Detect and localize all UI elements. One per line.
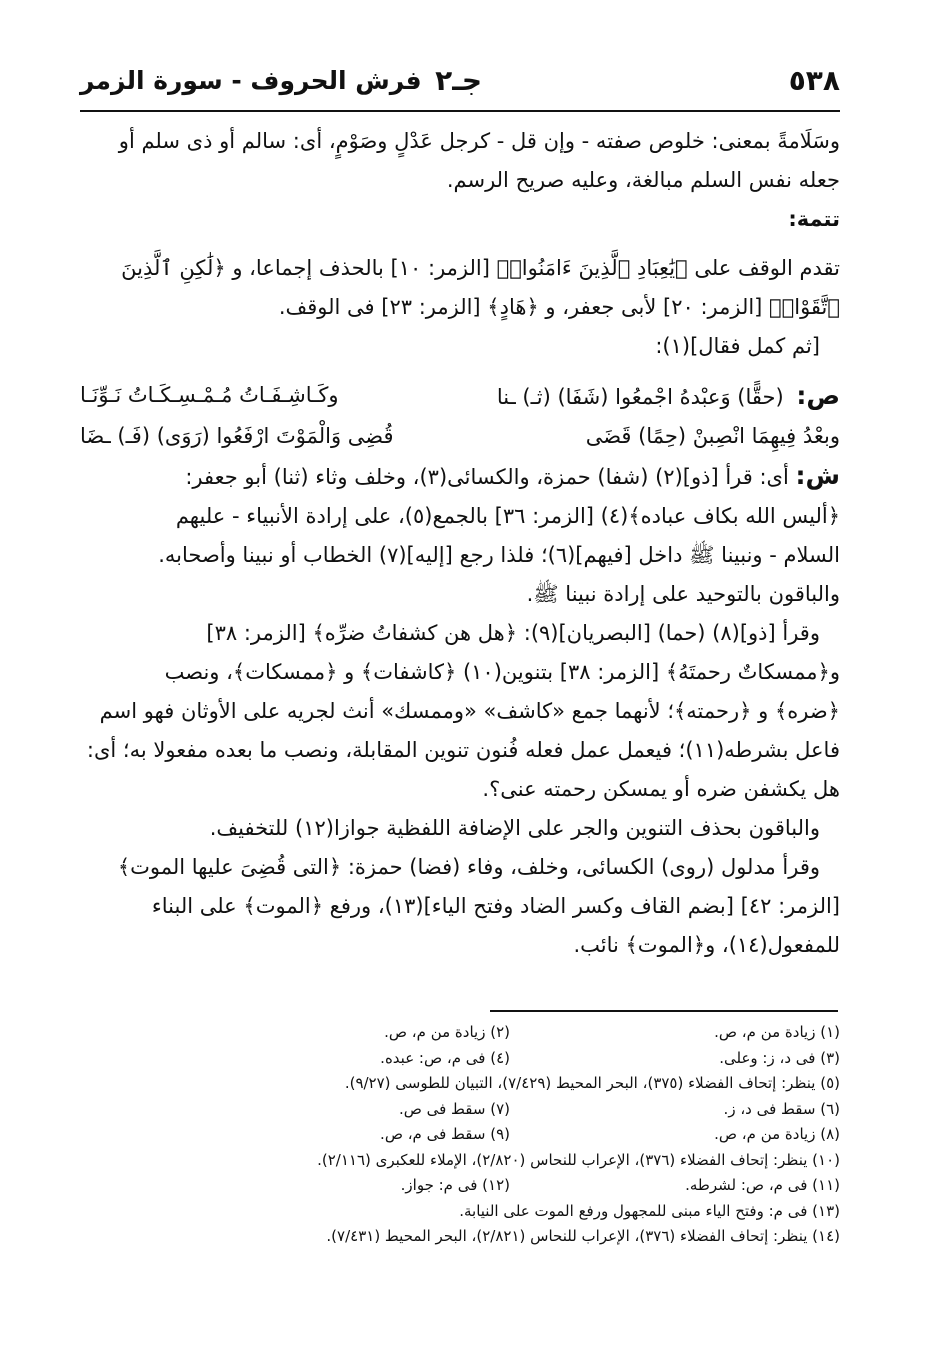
text-line: [ثم كمل فقال](١): (655, 334, 820, 358)
footnote: (١٠) ينظر: إتحاف الفضلاء (٣٧٦)، الإعراب للنحاس (٢/٨٢٠)، الإملاء للعكبرى (٢/١١٦). (317, 1150, 840, 1169)
text-line: ﴿ضره﴾ و ﴿رحمته﴾؛ لأنهما جمع «كاشف» «وممسك» أنث لجريه على الأوثان فهو اسم (99, 699, 840, 723)
text-line: ﴿أليس الله بكاف عباده﴾(٤) [الزمر: ٣٦] بالجمع(٥)، على إرادة الأنبياء - عليهم (175, 504, 840, 528)
page-header (80, 64, 840, 104)
volume-label: جـ٢ (435, 64, 482, 97)
poem-verse (80, 376, 840, 417)
footnote-row (80, 1071, 840, 1097)
hemistich: (حقًّا) وَعبْدهُ اجْمعُوا (شَفَا) (ثـ) ـنا (496, 385, 784, 409)
running-title: فرش الحروف - سورة الزمر (80, 66, 422, 95)
footnote: (٨) زيادة من م، ص. (714, 1125, 840, 1143)
text-line: والباقون بالتوحيد على إرادة نبينا ﷺ. (526, 582, 840, 606)
footnote: (١) زيادة من م، ص. (714, 1023, 840, 1041)
text-line: للمفعول(١٤)، و﴿الموت﴾ نائب. (573, 933, 840, 957)
hemistich: قُضِى وَالْمَوْتَ ارْفَعُوا (رَوَى) (فَـ) ـضَا (80, 424, 394, 448)
page-number: ٥٣٨ (788, 64, 840, 97)
poem-verse (80, 417, 840, 456)
footnote-row (80, 1046, 840, 1072)
footnote: (١١) فى م، ص: لشرطه. (685, 1176, 840, 1194)
footnote: (٩) سقط فى م، ص. (380, 1125, 510, 1143)
hemistich: وكَـاشِـفَـاتُ مُـمْـسِـكَـاتُ نَـوِّنَـا (80, 383, 339, 407)
footnote-row (80, 1148, 840, 1174)
text-line: جعله نفس السلم مبالغة، وعليه صريح الرسم. (446, 168, 840, 192)
footnote-divider (490, 1010, 838, 1012)
footnote-row (80, 1173, 840, 1199)
main-text (80, 122, 840, 965)
footnotes (80, 1020, 840, 1250)
footnote: (١٤) ينظر: إتحاف الفضلاء (٣٧٦)، الإعراب للنحاس (٢/٨٢١)، البحر المحيط (٧/٤٣١). (326, 1227, 840, 1245)
footnote: (١٢) فى م: جواز. (400, 1176, 510, 1194)
footnote: (٥) ينظر: إتحاف الفضلاء (٣٧٥)، البحر المحيط (٧/٤٢٩)، التبيان للطوسى (٩/٢٧). (344, 1074, 840, 1092)
header-divider (80, 110, 840, 112)
text-line (80, 456, 840, 497)
text-line: وقرأ مدلول (روى) الكسائى، وخلف، وفاء (فضا) حمزة: ﴿التى قُضِىَ عليها الموت﴾ (117, 855, 820, 879)
footnote: (٣) فى د، ز: وعلى. (719, 1048, 840, 1067)
section-heading: تتمة: (788, 207, 840, 231)
footnote: (٧) سقط فى ص. (398, 1099, 510, 1118)
footnote: (٤) فى م، ص: عبده. (380, 1048, 510, 1067)
text-line: والباقون بحذف التنوين والجر على الإضافة اللفظية جوازا(١٢) للتخفيف. (209, 816, 820, 840)
text-line: و﴿ممسكاتٌ رحمتَهُ﴾ [الزمر: ٣٨] بتنوين(١٠) ﴿كاشفات﴾ و ﴿ممسكات﴾، ونصب (164, 660, 840, 684)
footnote: (٢) زيادة من م، ص. (384, 1023, 510, 1041)
hemistich: وبعْدُ فِيهِمَا انْصِبنْ (حِمًا) قَضَى (585, 424, 840, 448)
text-line: هل يكشفن ضره أو يمسكن رحمته عنى؟. (482, 777, 840, 801)
text-line: وسَلَامةً بمعنى: خلوص صفته - وإن قل - كرجل عَدْلٍ وصَوْمٍ، أى: سالم أو ذى سلم أو (118, 129, 840, 153)
text-span: أى: قرأ [ذو](٢) (شفا) حمزة، والكسائى(٣)، وخلف وثاء (ثنا) أبو جعفر: (185, 465, 789, 489)
verse-first-hemistich (497, 376, 840, 417)
verse-marker: ص: (796, 381, 840, 410)
footnote: (٦) سقط فى د، ز. (723, 1099, 840, 1118)
text-line: السلام - ونبينا ﷺ داخل [فيهم](٦)؛ فلذا رجع [إليه](٧) الخطاب أو نبينا وأصحابه. (158, 543, 840, 567)
text-line: [الزمر: ٤٢] [بضم القاف وكسر الضاد وفتح الياء](١٣)، ورفع ﴿الموت﴾ على البناء (151, 894, 840, 918)
commentary-marker: ش: (795, 461, 840, 490)
footnote-row (80, 1199, 840, 1225)
text-line: تقدم الوقف على ﴿يَٰعِبَادِ ٱلَّذِينَ ءَامَنُوا۟﴾ [الزمر: ١٠] بالحذف إجماعا، و ﴿لَٰكِنِ ٱلَّذِينَ (121, 256, 840, 280)
text-line: فاعل بشرطه(١١)؛ فيعمل عمل فعله فُنون تنوين المقابلة، ونصب ما بعده مفعولا به؛ أى: (86, 738, 840, 762)
footnote-row (80, 1020, 840, 1046)
text-line: وقرأ [ذو](٨) (حما) [البصريان](٩): ﴿هل هن كشفاتُ ضرِّه﴾ [الزمر: ٣٨] (206, 621, 820, 645)
footnote: (١٣) فى م: وفتح الياء مبنى للمجهول ورفع الموت على النيابة. (459, 1201, 840, 1220)
text-line: ٱتَّقَوْا۟﴾ [الزمر: ٢٠] لأبى جعفر، و ﴿هَادٍ﴾ [الزمر: ٢٣] فى الوقف. (278, 295, 840, 319)
footnote-row (80, 1122, 840, 1148)
footnote-row (80, 1097, 840, 1123)
footnote-row (80, 1224, 840, 1250)
